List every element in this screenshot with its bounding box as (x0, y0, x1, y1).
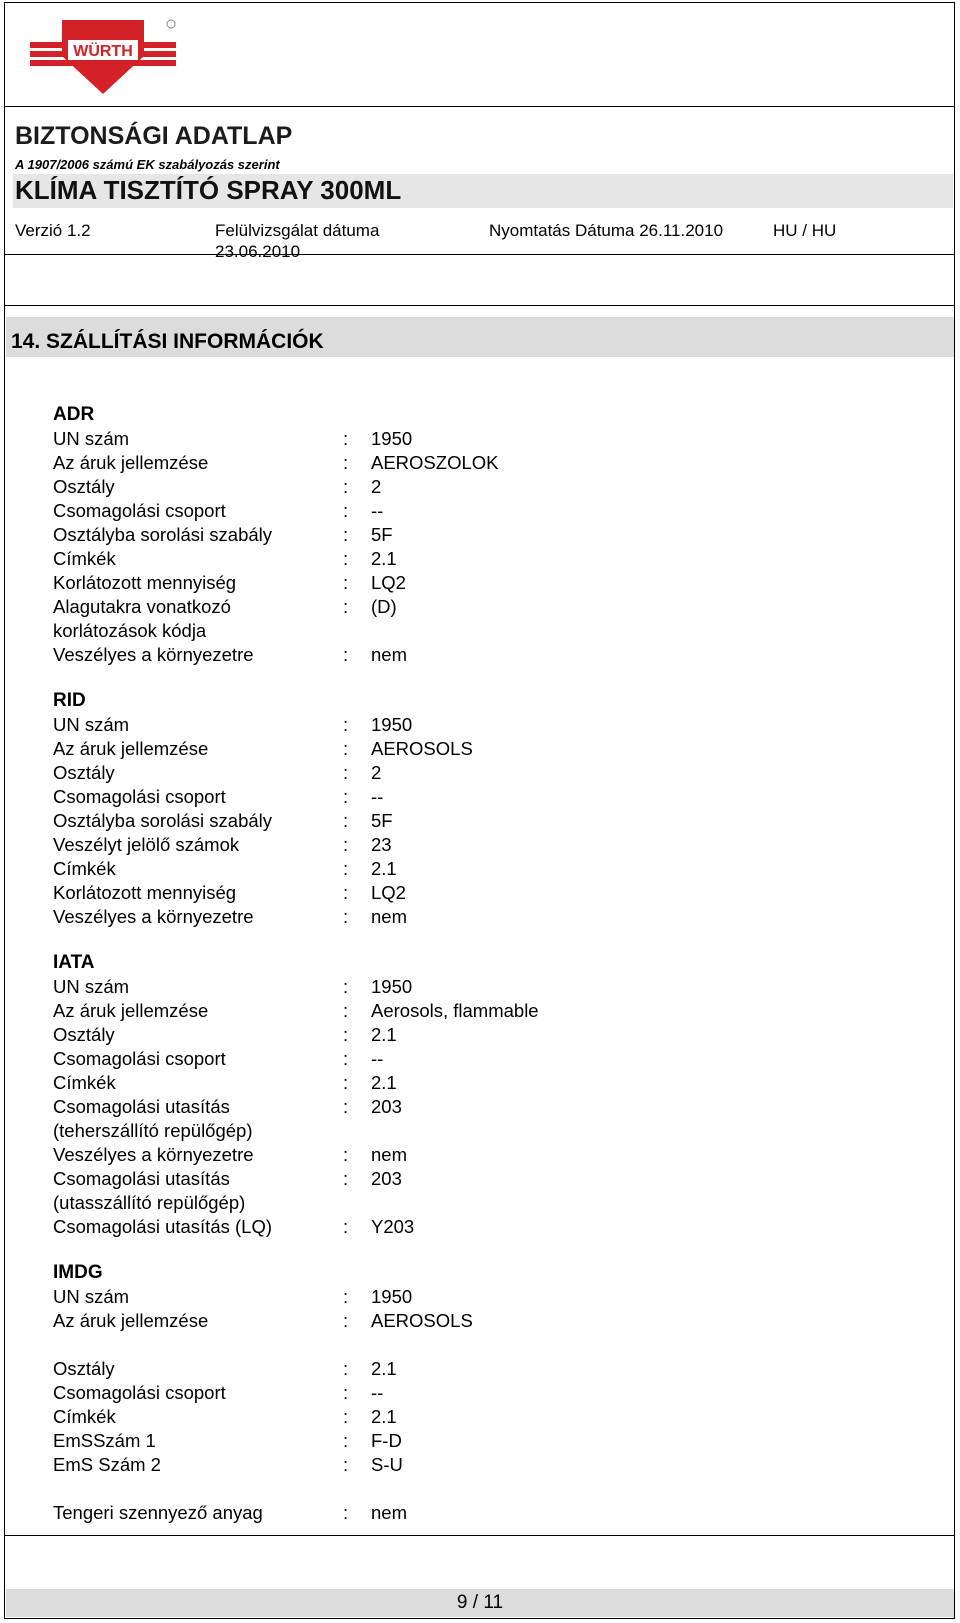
field-colon: : (343, 1096, 349, 1117)
field-label: Osztályba sorolási szabály (53, 810, 273, 831)
field-row (53, 1215, 933, 1239)
field-row (53, 1501, 933, 1525)
field-label: EmSSzám 1 (53, 1430, 156, 1451)
field-row (53, 643, 933, 667)
field-colon: : (343, 1310, 349, 1331)
field-colon: : (343, 834, 349, 855)
field-value: 2.1 (371, 1358, 397, 1379)
field-colon: : (343, 1168, 349, 1189)
field-colon: : (343, 1072, 349, 1093)
field-colon: : (343, 524, 349, 545)
field-value: -- (371, 1048, 384, 1069)
field-colon: : (343, 738, 349, 759)
field-value: -- (371, 786, 384, 807)
field-row (53, 451, 933, 475)
field-row (53, 427, 933, 451)
field-colon: : (343, 1024, 349, 1045)
field-colon: : (343, 596, 349, 617)
review-date: 23.06.2010 (215, 242, 301, 261)
print-date: Nyomtatás Dátuma 26.11.2010 (489, 221, 724, 240)
field-value: 2 (371, 476, 382, 497)
field-label: Az áruk jellemzése (53, 738, 209, 759)
field-row (53, 1285, 933, 1309)
field-label: Osztály (53, 762, 115, 783)
transport-block-rid (53, 689, 933, 929)
field-colon: : (343, 644, 349, 665)
header-divider (5, 106, 955, 107)
field-row (53, 1357, 933, 1381)
field-label: Csomagolási utasítás (utasszállító repülőgép) (53, 1168, 246, 1213)
field-colon: : (343, 882, 349, 903)
field-value: nem (371, 644, 407, 665)
field-row (53, 737, 933, 761)
block-heading: RID (53, 690, 86, 711)
field-value: AEROSOLS (371, 1310, 473, 1331)
field-row (53, 523, 933, 547)
field-label: Az áruk jellemzése (53, 1310, 209, 1331)
field-value: F-D (371, 1430, 402, 1451)
field-value: S-U (371, 1454, 403, 1475)
field-value: Y203 (371, 1216, 415, 1237)
review-label: Felülvizsgálat dátuma (215, 221, 380, 240)
field-value: AEROSZOLOK (371, 452, 499, 473)
field-colon: : (343, 976, 349, 997)
transport-block-imdg (53, 1261, 933, 1525)
field-label: Címkék (53, 1406, 116, 1427)
field-label: Címkék (53, 1072, 116, 1093)
field-label: Tengeri szennyező anyag (53, 1502, 263, 1523)
field-colon: : (343, 1430, 349, 1451)
field-row (53, 881, 933, 905)
field-row (53, 785, 933, 809)
field-colon: : (343, 500, 349, 521)
brand-wordmark: WÜRTH (73, 43, 133, 60)
block-heading: IATA (53, 952, 95, 973)
field-value: 23 (371, 834, 392, 855)
field-label: Korlátozott mennyiség (53, 882, 237, 903)
field-value: (D) (371, 596, 397, 617)
field-value: Aerosols, flammable (371, 1000, 539, 1021)
field-colon: : (343, 1406, 349, 1427)
field-row (53, 975, 933, 999)
field-label: Veszélyes a környezetre (53, 1144, 254, 1165)
field-row (53, 1167, 933, 1215)
field-value: nem (371, 906, 407, 927)
field-colon: : (343, 476, 349, 497)
field-row (53, 1143, 933, 1167)
field-value: 2.1 (371, 1072, 397, 1093)
field-colon: : (343, 1000, 349, 1021)
section-title: 14. SZÁLLÍTÁSI INFORMÁCIÓK (11, 330, 324, 353)
field-label: Csomagolási csoport (53, 786, 226, 807)
field-label: Veszélyt jelölő számok (53, 834, 240, 855)
field-value: 203 (371, 1096, 402, 1117)
field-colon: : (343, 1286, 349, 1307)
field-row (53, 857, 933, 881)
field-label: Csomagolási utasítás (teherszállító repülőgép) (53, 1096, 253, 1141)
field-value: 1950 (371, 976, 413, 997)
field-row (53, 1095, 933, 1143)
meta-divider (5, 254, 955, 255)
field-value: AEROSOLS (371, 738, 473, 759)
field-row (53, 1405, 933, 1429)
field-value: -- (371, 1382, 384, 1403)
field-colon: : (343, 1358, 349, 1379)
field-colon: : (343, 858, 349, 879)
version: Verzió 1.2 (15, 221, 91, 240)
field-colon: : (343, 572, 349, 593)
field-colon: : (343, 1144, 349, 1165)
transport-block-adr (53, 403, 933, 667)
field-value: 2.1 (371, 1406, 397, 1427)
field-colon: : (343, 810, 349, 831)
field-row (53, 999, 933, 1023)
meta-divider-lower (5, 305, 955, 306)
field-row (53, 571, 933, 595)
field-colon: : (343, 786, 349, 807)
field-value: 2 (371, 762, 382, 783)
block-heading: IMDG (53, 1262, 103, 1283)
field-colon: : (343, 1216, 349, 1237)
field-row (53, 1429, 933, 1453)
field-value: 203 (371, 1168, 402, 1189)
field-colon: : (343, 428, 349, 449)
field-label: Csomagolási csoport (53, 500, 226, 521)
field-row (53, 761, 933, 785)
field-value: 5F (371, 810, 393, 831)
field-colon: : (343, 714, 349, 735)
field-row (53, 1071, 933, 1095)
product-name: KLÍMA TISZTÍTÓ SPRAY 300ML (15, 175, 402, 205)
field-label: Címkék (53, 858, 116, 879)
field-row (53, 1309, 933, 1333)
field-row (53, 1023, 933, 1047)
field-label: Az áruk jellemzése (53, 452, 209, 473)
language: HU / HU (773, 221, 837, 240)
field-row (53, 499, 933, 523)
field-value: 1950 (371, 428, 413, 449)
field-row (53, 833, 933, 857)
field-label: UN szám (53, 428, 130, 449)
field-colon: : (343, 1048, 349, 1069)
field-value: nem (371, 1502, 407, 1523)
field-label: UN szám (53, 976, 130, 997)
footer-divider (5, 1535, 955, 1536)
document-title: BIZTONSÁGI ADATLAP (15, 122, 293, 150)
field-colon: : (343, 1454, 349, 1475)
field-colon: : (343, 762, 349, 783)
field-value: 1950 (371, 1286, 413, 1307)
field-row (53, 547, 933, 571)
field-label: EmS Szám 2 (53, 1454, 161, 1475)
field-row (53, 809, 933, 833)
field-label: Osztály (53, 476, 115, 497)
field-label: Az áruk jellemzése (53, 1000, 209, 1021)
field-row (53, 713, 933, 737)
field-value: 5F (371, 524, 393, 545)
field-colon: : (343, 452, 349, 473)
block-heading: ADR (53, 404, 95, 425)
field-label: Csomagolási utasítás (LQ) (53, 1216, 273, 1237)
field-value: LQ2 (371, 572, 406, 593)
transport-info (53, 403, 933, 1525)
field-label: Csomagolási csoport (53, 1048, 226, 1069)
field-label: Veszélyes a környezetre (53, 906, 254, 927)
field-row (53, 1047, 933, 1071)
field-row (53, 1381, 933, 1405)
field-value: 2.1 (371, 548, 397, 569)
field-label: Osztály (53, 1358, 115, 1379)
field-label: Osztály (53, 1024, 115, 1045)
field-colon: : (343, 1502, 349, 1523)
field-label: Címkék (53, 548, 116, 569)
field-value: LQ2 (371, 882, 406, 903)
field-row (53, 905, 933, 929)
regulation-subtitle: A 1907/2006 számú EK szabályozás szerint (15, 157, 280, 172)
field-colon: : (343, 548, 349, 569)
field-value: 2.1 (371, 1024, 397, 1045)
field-label: Korlátozott mennyiség (53, 572, 237, 593)
field-colon: : (343, 1382, 349, 1403)
field-row (53, 1453, 933, 1477)
field-label: Csomagolási csoport (53, 1382, 226, 1403)
field-value: nem (371, 1144, 407, 1165)
field-value: 2.1 (371, 858, 397, 879)
field-row (53, 475, 933, 499)
field-value: 1950 (371, 714, 413, 735)
wurth-logo (30, 18, 176, 98)
field-label: Alagutakra vonatkozó korlátozások kódja (53, 596, 231, 641)
field-label: UN szám (53, 1286, 130, 1307)
field-label: Veszélyes a környezetre (53, 644, 254, 665)
field-label: Osztályba sorolási szabály (53, 524, 273, 545)
page-number: 9 / 11 (456, 1592, 504, 1613)
field-value: -- (371, 500, 384, 521)
transport-block-iata (53, 951, 933, 1239)
field-colon: : (343, 906, 349, 927)
field-row (53, 595, 933, 643)
field-label: UN szám (53, 714, 130, 735)
